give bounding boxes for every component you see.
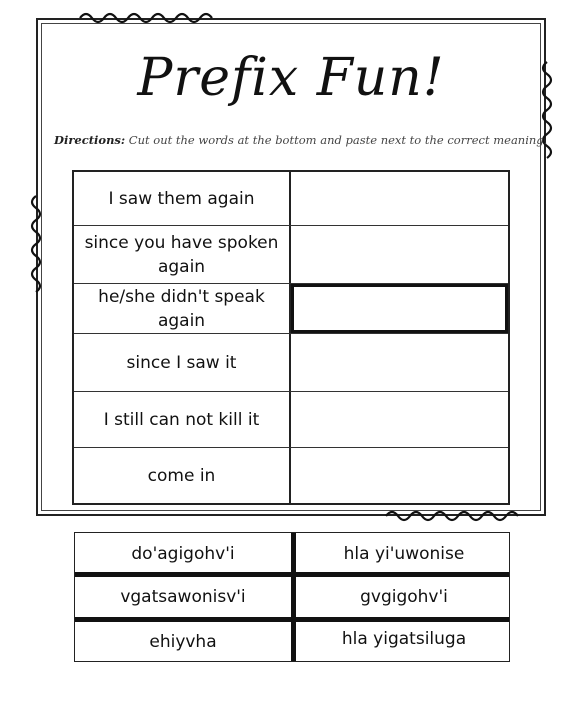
meaning-cell: since you have spoken again bbox=[74, 226, 291, 283]
table-row bbox=[74, 226, 508, 284]
cutout-word[interactable]: ehiyvha bbox=[149, 632, 217, 652]
table-row bbox=[74, 448, 508, 503]
cutout-word[interactable]: vgatsawonisv'i bbox=[120, 587, 246, 607]
meaning-cell: I saw them again bbox=[74, 172, 291, 225]
matching-table bbox=[72, 170, 510, 505]
left-squiggle-decoration bbox=[27, 194, 45, 298]
cutout-word[interactable]: do'agigohv'i bbox=[131, 544, 235, 564]
bottom-squiggle-decoration bbox=[384, 508, 524, 524]
cutout-word[interactable]: gvgigohv'i bbox=[360, 587, 448, 607]
table-row bbox=[74, 392, 508, 448]
table-row bbox=[74, 334, 508, 392]
directions-text bbox=[54, 133, 548, 147]
meaning-cell: I still can not kill it bbox=[74, 392, 291, 447]
directions-label: Directions: bbox=[54, 133, 126, 147]
answer-box[interactable] bbox=[291, 448, 508, 503]
directions-body: Cut out the words at the bottom and paste next to the correct meaning. bbox=[125, 133, 548, 147]
table-row bbox=[74, 172, 508, 226]
answer-box[interactable] bbox=[291, 284, 508, 333]
answer-box[interactable] bbox=[291, 392, 508, 447]
answer-box[interactable] bbox=[291, 334, 508, 391]
top-squiggle-decoration bbox=[78, 10, 218, 26]
meaning-cell: since I saw it bbox=[74, 334, 291, 391]
answer-box[interactable] bbox=[291, 172, 508, 225]
cutout-word-grid bbox=[74, 532, 510, 662]
cutout-word[interactable]: hla yi'uwonise bbox=[343, 544, 465, 564]
meaning-cell: he/she didn't speak again bbox=[74, 284, 291, 333]
table-row bbox=[74, 284, 508, 334]
meaning-cell: come in bbox=[74, 448, 291, 503]
cutout-word[interactable]: hla yigatsiluga bbox=[341, 629, 467, 649]
answer-box[interactable] bbox=[291, 226, 508, 283]
worksheet-title: Prefix Fun! bbox=[137, 48, 445, 108]
